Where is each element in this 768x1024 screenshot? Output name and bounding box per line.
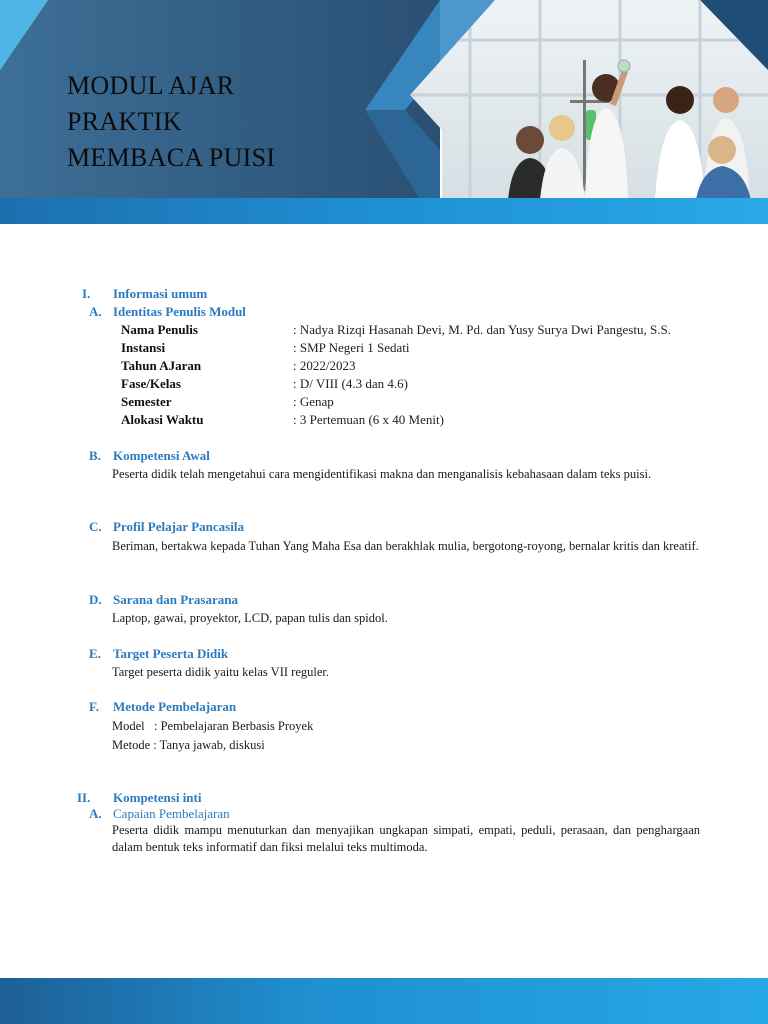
subsection-d-title: Sarana dan Prasarana [113,592,238,607]
subsection-f-title: Metode Pembelajaran [113,699,237,714]
profil-pelajar-text: Beriman, bertakwa kepada Tuhan Yang Maha Esa dan berakhlak mulia, bergotong-royong, bernalar kritis dan kreatif. [112,539,699,553]
identity-label-alokasi: Alokasi Waktu [121,412,204,427]
subsection-e-letter: E. [89,646,101,661]
identity-value-instansi: : SMP Negeri 1 Sedati [293,340,410,355]
section-1-numeral: I. [82,286,91,301]
section-2-a-title: Capaian Pembelajaran [113,806,230,821]
identity-label-instansi: Instansi [121,340,166,355]
footer-bar [0,978,768,1024]
identity-value-alokasi: : 3 Pertemuan (6 x 40 Menit) [293,412,444,427]
subsection-d-letter: D. [89,592,102,607]
identity-value-nama: : Nadya Rizqi Hasanah Devi, M. Pd. dan Yusy Surya Dwi Pangestu, S.S. [293,322,671,337]
metode-model-text: Model : Pembelajaran Berbasis Proyek [112,719,314,733]
sarana-text: Laptop, gawai, proyektor, LCD, papan tulis dan spidol. [112,611,388,625]
subsection-a-letter: A. [89,304,102,319]
section-2-numeral: II. [77,790,91,805]
subsection-b-letter: B. [89,448,101,463]
section-1-title: Informasi umum [113,286,208,301]
subsection-b-title: Kompetensi Awal [113,448,210,463]
target-text: Target peserta didik yaitu kelas VII reguler. [112,665,329,679]
subsection-a-title: Identitas Penulis Modul [113,304,246,319]
kompetensi-awal-text: Peserta didik telah mengetahui cara mengidentifikasi makna dan menganalisis kebahasaan dalam teks puisi. [112,467,652,481]
subsection-c-letter: C. [89,519,102,534]
identity-label-fase: Fase/Kelas [121,376,181,391]
metode-metode-text: Metode : Tanya jawab, diskusi [112,738,265,752]
identity-value-tahun: : 2022/2023 [293,358,356,373]
identity-label-nama: Nama Penulis [121,322,198,337]
title-line-2: PRAKTIK [67,107,182,136]
capaian-text: Peserta didik mampu menuturkan dan menyajikan ungkapan simpati, empati, peduli, perasaan, dan penghargaan dalam bentuk teks informatif dan fiksi melalui teks multimoda. [112,823,700,854]
section-2-a-letter: A. [89,806,102,821]
title-line-1: MODUL AJAR [67,71,235,100]
subsection-f-letter: F. [89,699,99,714]
identity-label-tahun: Tahun AJaran [121,358,202,373]
identity-value-fase: : D/ VIII (4.3 dan 4.6) [293,376,408,391]
identity-value-semester: : Genap [293,394,334,409]
subsection-e-title: Target Peserta Didik [113,646,229,661]
identity-label-semester: Semester [121,394,172,409]
subsection-c-title: Profil Pelajar Pancasila [113,519,244,534]
title-line-3: MEMBACA PUISI [67,143,276,172]
section-2-title: Kompetensi inti [113,790,202,805]
